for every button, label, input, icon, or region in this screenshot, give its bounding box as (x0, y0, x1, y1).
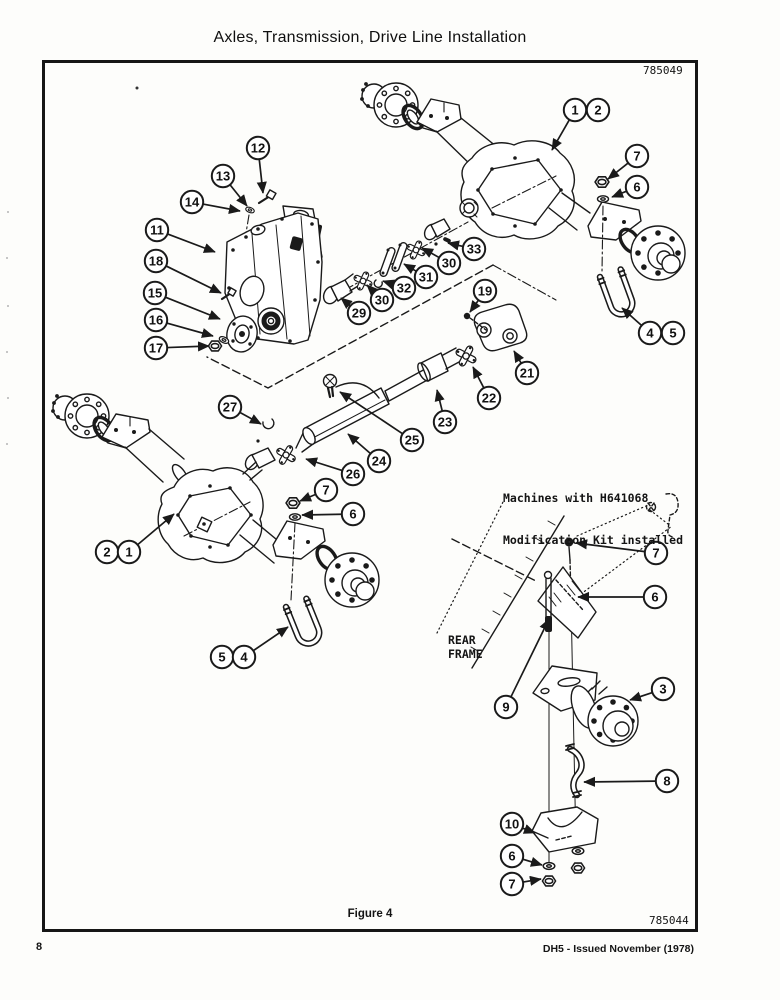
svg-text:31: 31 (418, 269, 434, 285)
svg-text:13: 13 (215, 168, 231, 184)
svg-text:27: 27 (222, 399, 238, 415)
svg-text:22: 22 (481, 390, 497, 406)
page-title: Axles, Transmission, Drive Line Installation (213, 29, 527, 46)
callout-2 (587, 99, 609, 121)
svg-text:33: 33 (466, 241, 482, 257)
svg-text:4: 4 (646, 325, 654, 341)
svg-text:23: 23 (437, 414, 453, 430)
svg-text:32: 32 (396, 280, 412, 296)
page-number: 8 (36, 941, 43, 953)
svg-text:17: 17 (148, 340, 164, 356)
svg-text:7: 7 (652, 545, 660, 561)
svg-text:1: 1 (571, 102, 579, 118)
svg-text:25: 25 (404, 432, 420, 448)
mod-note-line1: Machines with H641068 (503, 491, 649, 505)
svg-text:18: 18 (148, 253, 164, 269)
callout-19 (470, 280, 496, 312)
callout-11 (146, 219, 215, 252)
svg-text:3: 3 (659, 681, 667, 697)
svg-text:26: 26 (345, 466, 361, 482)
svg-text:7: 7 (633, 148, 641, 164)
callout-14 (181, 191, 240, 213)
svg-text:11: 11 (150, 222, 164, 238)
callout-10 (501, 813, 535, 835)
footer-text: DH5 - Issued November (1978) (542, 943, 694, 955)
svg-text:7: 7 (508, 876, 516, 892)
callout-21 (514, 351, 538, 384)
callout-5 (211, 646, 233, 668)
callout-26 (306, 459, 364, 485)
callout-7 (608, 145, 648, 179)
callout-5 (662, 322, 684, 344)
mod-note-line2: Modification Kit installed (503, 533, 684, 547)
callout-4 (233, 627, 288, 668)
callout-23 (434, 390, 456, 433)
callout-7 (501, 873, 541, 895)
svg-text:8: 8 (663, 773, 671, 789)
callout-13 (212, 165, 247, 206)
svg-text:30: 30 (441, 255, 457, 271)
svg-text:21: 21 (519, 365, 535, 381)
svg-text:30: 30 (374, 292, 390, 308)
svg-text:10: 10 (504, 816, 520, 832)
callout-27 (219, 396, 261, 424)
callout-6 (612, 176, 648, 198)
callout-22 (473, 367, 500, 409)
transmission-assembly (208, 190, 322, 355)
callout-8 (584, 770, 678, 792)
svg-text:6: 6 (633, 179, 641, 195)
rear-frame-line1: REAR (448, 633, 476, 647)
svg-text:9: 9 (502, 699, 510, 715)
callout-17 (145, 337, 209, 359)
rear-frame-line2: FRAME (448, 647, 483, 661)
svg-text:2: 2 (594, 102, 602, 118)
figure-caption: Figure 4 (347, 908, 393, 920)
callout-1 (552, 99, 586, 150)
callout-4 (622, 308, 661, 344)
rear-frame-label (448, 633, 483, 661)
svg-text:6: 6 (349, 506, 357, 522)
callout-29 (341, 298, 370, 324)
svg-text:7: 7 (322, 482, 330, 498)
callout-7 (300, 479, 337, 501)
scan-artifacts (6, 87, 139, 446)
svg-text:5: 5 (218, 649, 226, 665)
svg-text:19: 19 (477, 283, 493, 299)
callout-12 (247, 137, 269, 193)
modification-kit-note (503, 463, 683, 575)
callout-30 (367, 285, 393, 311)
svg-text:29: 29 (351, 305, 367, 321)
callout-6 (501, 845, 542, 867)
photo-number-bottom: 785044 (649, 914, 689, 927)
svg-text:12: 12 (250, 140, 266, 156)
callout-3 (630, 678, 674, 700)
callout-9 (495, 619, 549, 718)
svg-text:4: 4 (240, 649, 248, 665)
callout-6 (302, 503, 364, 525)
photo-number-top: 785049 (643, 64, 683, 77)
svg-text:5: 5 (669, 325, 677, 341)
svg-text:14: 14 (184, 194, 200, 210)
svg-text:24: 24 (371, 453, 387, 469)
callout-2 (96, 541, 118, 563)
svg-text:6: 6 (651, 589, 659, 605)
svg-text:15: 15 (147, 285, 163, 301)
svg-text:2: 2 (103, 544, 111, 560)
svg-text:1: 1 (125, 544, 133, 560)
svg-text:6: 6 (508, 848, 516, 864)
svg-text:16: 16 (148, 312, 164, 328)
